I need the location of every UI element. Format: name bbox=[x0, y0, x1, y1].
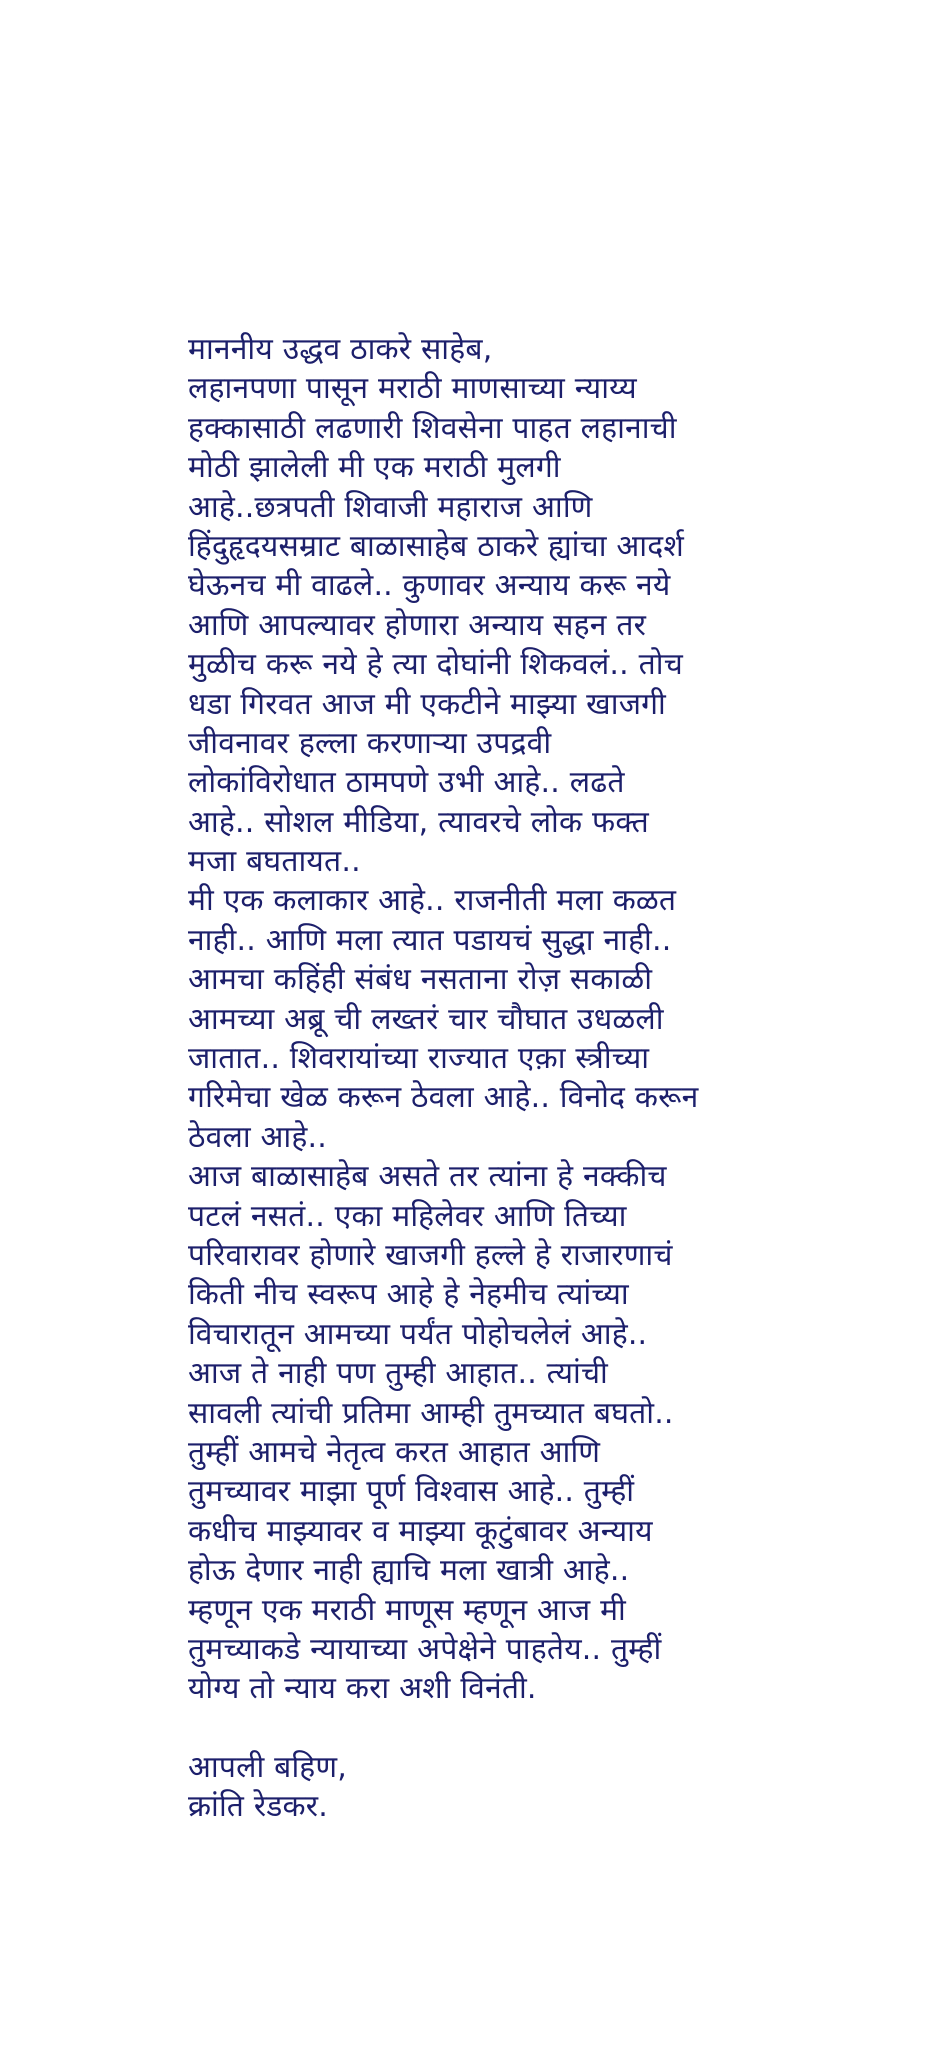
letter-line: तुमच्याकडे न्यायाच्या अपेक्षेने पाहतेय.. तुम्हीं bbox=[188, 1631, 662, 1667]
letter-line: आमच्या अब्रू ची लख्तरं चार चौघात उधळली bbox=[188, 1001, 664, 1037]
letter-line: जीवनावर हल्ला करणाऱ्या उपद्रवी bbox=[188, 725, 552, 761]
letter-line: मजा बघतायत.. bbox=[188, 844, 361, 880]
letter-line: म्हणून एक मराठी माणूस म्हणून आज मी bbox=[188, 1592, 626, 1628]
letter-line: आणि आपल्यावर होणारा अन्याय सहन तर bbox=[188, 607, 647, 643]
letter-closing: आपली बहिण, bbox=[188, 1750, 348, 1786]
letter-line: लहानपणा पासून मराठी माणसाच्या न्याय्य bbox=[188, 371, 637, 407]
letter-line: गरिमेचा खेळ करून ठेवला आहे.. विनोद करून bbox=[188, 1080, 699, 1116]
letter-body bbox=[188, 330, 928, 1827]
letter-line: हिंदुहृदयसम्राट बाळासाहेब ठाकरे ह्यांचा आदर्श bbox=[188, 528, 684, 564]
letter-line: जातात.. शिवरायांच्या राज्यात एक़ा स्त्रीच्या bbox=[188, 1041, 650, 1077]
letter-line: आमचा कहिंही संबंध नसताना रोज़ सकाळी bbox=[188, 962, 653, 998]
letter-line: आज ते नाही पण तुम्ही आहात.. त्यांची bbox=[188, 1356, 608, 1392]
letter-line: परिवारावर होणारे खाजगी हल्ले हे राजारणाचं bbox=[188, 1237, 673, 1273]
letter-line: सावली त्यांची प्रतिमा आम्ही तुमच्यात बघतो.. bbox=[188, 1395, 674, 1431]
letter-line: तुमच्यावर माझा पूर्ण विश्वास आहे.. तुम्हीं bbox=[188, 1474, 635, 1510]
letter-line: मुळीच करू नये हे त्या दोघांनी शिकवलं.. तोच bbox=[188, 647, 683, 683]
letter-line: मोठी झालेली मी एक मराठी मुलगी bbox=[188, 450, 561, 486]
letter-line: आज बाळासाहेब असते तर त्यांना हे नक्कीच bbox=[188, 1159, 667, 1195]
letter-line: हक्कासाठी लढणारी शिवसेना पाहत लहानाची bbox=[188, 410, 677, 446]
letter-line: घेऊनच मी वाढले.. कुणावर अन्याय करू नये bbox=[188, 568, 671, 604]
letter-line: तुम्हीं आमचे नेतृत्व करत आहात आणि bbox=[188, 1434, 601, 1470]
letter-line: लोकांविरोधात ठामपणे उभी आहे.. लढते bbox=[188, 765, 625, 801]
letter-line: धडा गिरवत आज मी एकटीने माझ्या खाजगी bbox=[188, 686, 667, 722]
letter-line: किती नीच स्वरूप आहे हे नेहमीच त्यांच्या bbox=[188, 1277, 629, 1313]
paragraph-gap bbox=[188, 1709, 928, 1748]
letter-line: होऊ देणार नाही ह्याचि मला खात्री आहे.. bbox=[188, 1553, 630, 1589]
letter-salutation: माननीय उद्धव ठाकरे साहेब, bbox=[188, 332, 493, 367]
letter-line: ठेवला आहे.. bbox=[188, 1119, 328, 1155]
letter-line: विचारातून आमच्या पर्यंत पोहोचलेलं आहे.. bbox=[188, 1316, 648, 1352]
letter-signature: क्रांति रेडकर. bbox=[188, 1789, 328, 1825]
letter-line: पटलं नसतं.. एका महिलेवर आणि तिच्या bbox=[188, 1198, 627, 1234]
letter-line: कधीच माझ्यावर व माझ्या कूटुंबावर अन्याय bbox=[188, 1513, 653, 1549]
letter-line: मी एक कलाकार आहे.. राजनीती मला कळत bbox=[188, 883, 677, 919]
letter-line: नाही.. आणि मला त्यात पडायचं सुद्धा नाही.. bbox=[188, 922, 672, 958]
letter-line: योग्य तो न्याय करा अशी विनंती. bbox=[188, 1671, 537, 1707]
letter-line: आहे..छत्रपती शिवाजी महाराज आणि bbox=[188, 489, 593, 525]
letter-line: आहे.. सोशल मीडिया, त्यावरचे लोक फक्त bbox=[188, 804, 649, 840]
